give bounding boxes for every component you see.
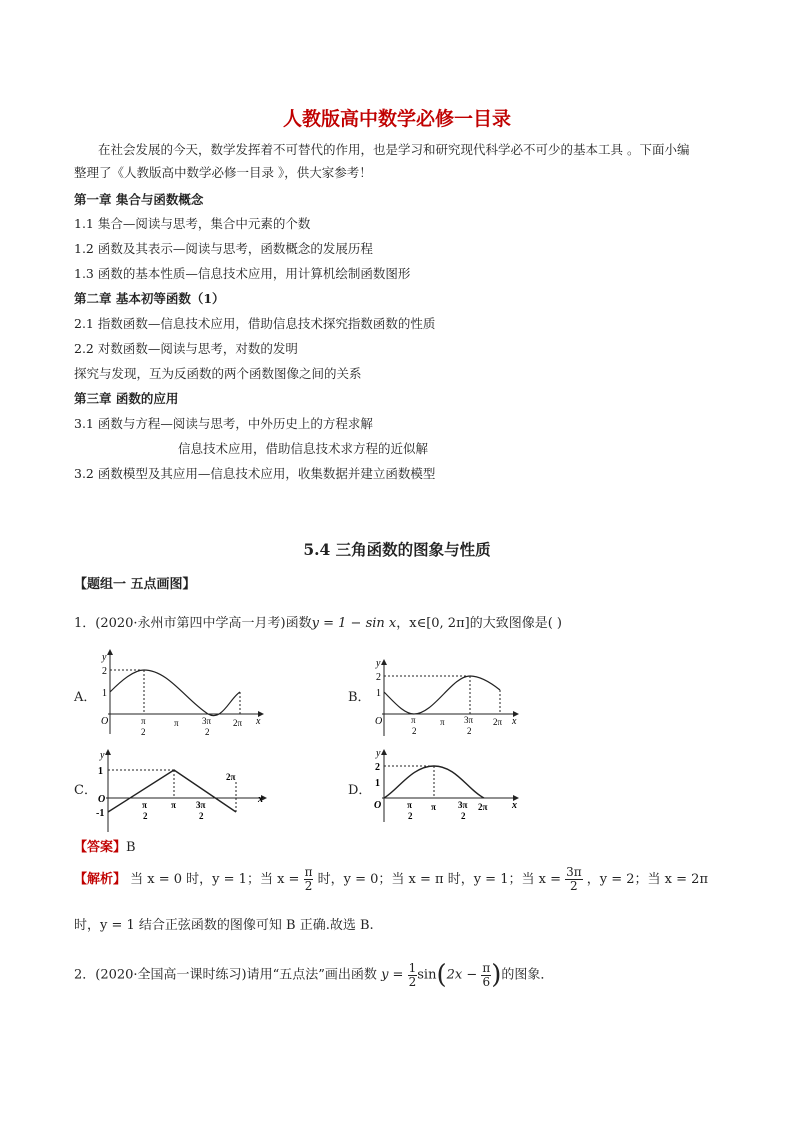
- origin-label: O: [101, 716, 109, 727]
- analysis-part-2: 时，y = 0；当 x = π 时，y = 1；当 x =: [317, 872, 561, 887]
- svg-text:3π: 3π: [464, 715, 474, 725]
- answer-tag: 【答案】: [74, 840, 127, 855]
- svg-text:2: 2: [467, 726, 472, 736]
- q2-arg: 2x −: [446, 967, 478, 983]
- x-tick-3pi-2-den: 2: [205, 727, 210, 737]
- toc-item: 3.2 函数模型及其应用—信息技术应用，收集数据并建立函数模型: [74, 466, 436, 481]
- toc-item: 探究与发现，互为反函数的两个函数图像之间的关系: [74, 366, 362, 381]
- svg-text:1: 1: [375, 778, 380, 789]
- answer-value: B: [126, 840, 136, 855]
- curve: [384, 676, 500, 714]
- svg-text:π: π: [407, 800, 412, 810]
- svg-text:O: O: [98, 794, 106, 805]
- svg-text:3π: 3π: [458, 800, 468, 810]
- analysis-part-3: ，y = 2；当 x = 2π: [586, 872, 708, 887]
- svg-text:2: 2: [376, 672, 381, 683]
- graph-c: [96, 746, 272, 834]
- analysis-line-1: [74, 866, 708, 894]
- intro-line-1: 在社会发展的今天，数学发挥着不可替代的作用，也是学习和研究现代科学必不可少的基本工具 。下面小编: [98, 142, 690, 157]
- svg-text:x: x: [512, 800, 517, 811]
- x-label: x: [256, 716, 261, 727]
- svg-text:3π: 3π: [196, 800, 206, 810]
- y-tick-2: 2: [102, 666, 107, 677]
- svg-text:x: x: [258, 794, 263, 805]
- q1-domain: ，x∈[0, 2π]: [396, 616, 470, 631]
- x-tick-2pi: 2π: [233, 718, 243, 728]
- graph-d: [372, 746, 522, 826]
- group-heading: 【题组一 五点画图】: [74, 577, 196, 592]
- svg-text:2: 2: [375, 762, 380, 773]
- question-1: [74, 612, 562, 631]
- svg-text:π: π: [411, 715, 416, 725]
- x-tick-pi-2: π: [141, 716, 146, 726]
- section-title: 5.4 三角函数的图象与性质: [303, 540, 491, 559]
- graph-b: [372, 656, 522, 738]
- svg-text:x: x: [512, 716, 517, 727]
- x-tick-3pi-2: 3π: [202, 716, 212, 726]
- toc-item: 3.1 函数与方程—阅读与思考，中外历史上的方程求解: [74, 416, 373, 431]
- svg-text:y: y: [376, 658, 381, 669]
- q2-lhs: y =: [381, 967, 404, 983]
- svg-text:y: y: [100, 750, 105, 761]
- option-d-label: D．: [348, 783, 372, 798]
- q2-sin: sin: [417, 967, 437, 983]
- intro-line-2: 整理了《人教版高中数学必修一目录 》，供大家参考！: [74, 165, 372, 180]
- svg-text:1: 1: [376, 688, 381, 699]
- toc-item: 1.2 函数及其表示—阅读与思考，函数概念的发展历程: [74, 241, 373, 256]
- fraction-pi-over-2: $\frac{\pi}{2}$: [304, 865, 313, 893]
- svg-text:2: 2: [408, 811, 413, 821]
- q1-suffix: 的大致图像是( ): [469, 616, 562, 631]
- svg-text:O: O: [375, 716, 383, 727]
- option-c-label: C．: [74, 783, 97, 798]
- svg-text:π: π: [431, 802, 436, 812]
- fraction-one-half: $\frac{1}{2}$: [408, 960, 417, 989]
- svg-text:y: y: [376, 748, 381, 759]
- svg-text:1: 1: [98, 766, 103, 777]
- svg-text:2π: 2π: [226, 772, 236, 782]
- fraction-3pi-over-2: $\frac{3\pi}{2}$: [566, 865, 582, 893]
- svg-text:2: 2: [199, 811, 204, 821]
- curve: [110, 670, 240, 716]
- toc-item: 2.1 指数函数—信息技术应用，借助信息技术探究指数函数的性质: [74, 316, 436, 331]
- svg-text:2: 2: [461, 811, 466, 821]
- toc-item: 信息技术应用，借助信息技术求方程的近似解: [178, 441, 429, 456]
- chapter-heading: 第二章 基本初等函数（1）: [74, 291, 225, 306]
- option-b-label: B．: [348, 690, 371, 705]
- x-tick-pi-2-den: 2: [141, 727, 146, 737]
- q1-function: y = 1 − sin x: [311, 616, 397, 631]
- toc-item: 1.3 函数的基本性质—信息技术应用，用计算机绘制函数图形: [74, 266, 411, 281]
- analysis-part-1: 当 x = 0 时，y = 1；当 x =: [130, 872, 300, 887]
- chapter-heading: 第三章 函数的应用: [74, 391, 179, 406]
- y-tick-1: 1: [102, 688, 107, 699]
- question-2: 2．(2020·全国高一课时练习)请用“五点法”画出函数 y = $\frac{1}{2}$ sin(2x − $\frac{\pi}{6}$ )的图象．: [74, 960, 554, 990]
- svg-text:π: π: [142, 800, 147, 810]
- toc-item: 1.1 集合—阅读与思考，集合中元素的个数: [74, 216, 311, 231]
- y-label: y: [102, 652, 107, 663]
- svg-text:2: 2: [143, 811, 148, 821]
- q1-prefix: 1．(2020·永州市第四中学高一月考)函数: [74, 616, 312, 631]
- x-tick-pi: π: [174, 718, 179, 728]
- answer-line: [74, 836, 136, 855]
- svg-text:O: O: [374, 800, 382, 811]
- chapter-heading: 第一章 集合与函数概念: [74, 192, 204, 207]
- svg-text:2π: 2π: [493, 717, 503, 727]
- page-title: 人教版高中数学必修一目录: [282, 108, 511, 130]
- svg-text:2π: 2π: [478, 802, 488, 812]
- fraction-pi-over-6: $\frac{\pi}{6}$: [482, 960, 491, 989]
- q2-prefix: 2．(2020·全国高一课时练习)请用“五点法”画出函数: [74, 967, 377, 983]
- svg-text:π: π: [440, 717, 445, 727]
- q2-suffix: 的图象．: [501, 967, 554, 983]
- svg-text:2: 2: [412, 726, 417, 736]
- svg-text:-1: -1: [96, 808, 105, 819]
- svg-text:π: π: [171, 800, 176, 810]
- option-a-label: A．: [74, 690, 97, 705]
- toc-item: 2.2 对数函数—阅读与思考，对数的发明: [74, 341, 298, 356]
- analysis-line-2: 时，y = 1 结合正弦函数的图像可知 B 正确.故选 B.: [74, 918, 374, 933]
- graph-a: [98, 646, 268, 738]
- analysis-tag: 【解析】: [74, 872, 127, 887]
